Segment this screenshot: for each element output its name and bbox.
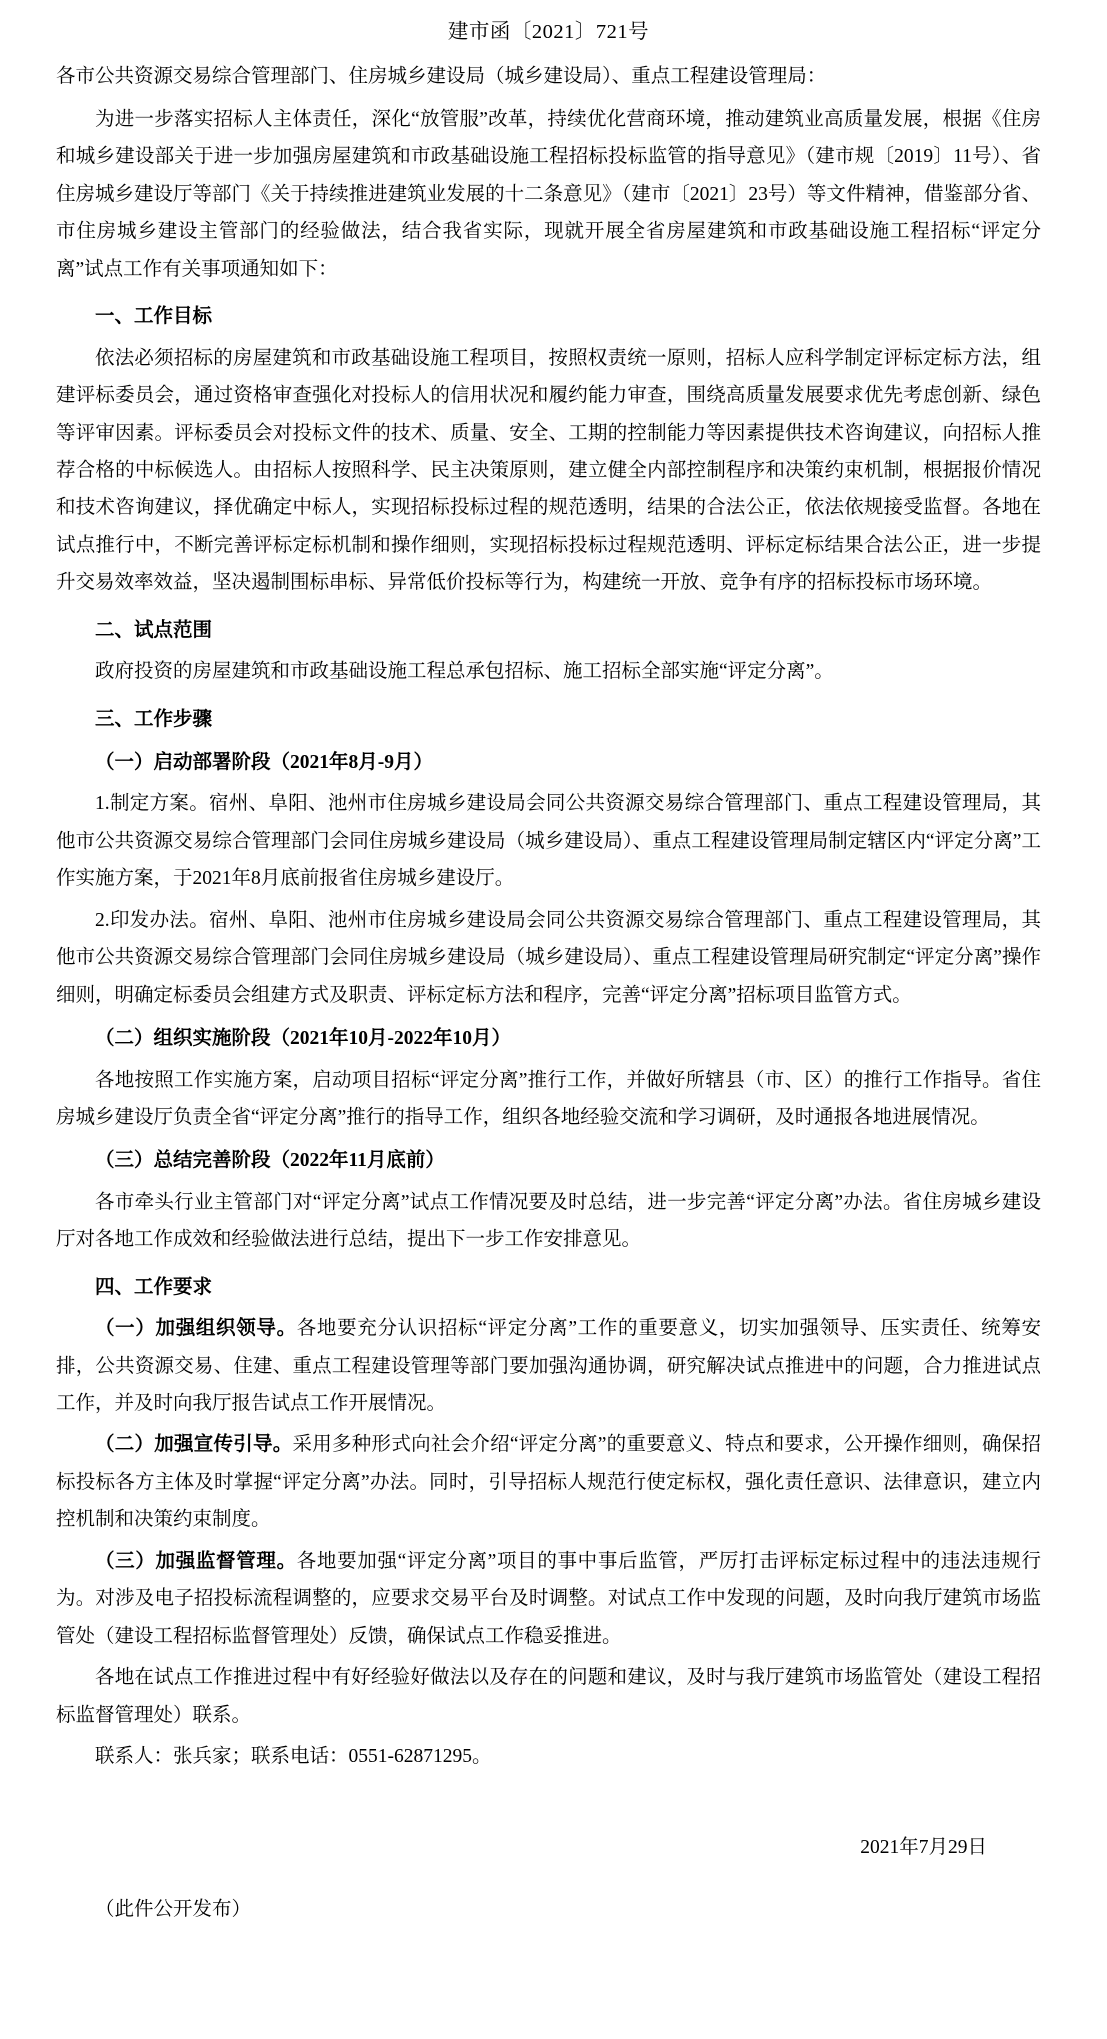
subsection-4-2-text: 采用多种形式向社会介绍“评定分离”的重要意义、特点和要求，公开操作细则，确保招标投标各方主体及时掌握“评定分离”办法。同时，引导招标人规范行使定标权，强化责任意识、法律意识，建立内控机制和决策约束制度。 [56, 1434, 1041, 1531]
subsection-4-2-label: （二）加强宣传引导。 [95, 1434, 293, 1456]
subsection-4-3-label: （三）加强监督管理。 [95, 1550, 297, 1572]
preamble-paragraph: 为进一步落实招标人主体责任，深化“放管服”改革，持续优化营商环境，推动建筑业高质量发展，根据《住房和城乡建设部关于进一步加强房屋建筑和市政基础设施工程招标投标监管的指导意见》（建市规〔2019〕11号）、省住房城乡建设厅等部门《关于持续推进建筑业发展的十二条意见》（建市〔2021〕23号）等文件精神，借鉴部分省、市住房城乡建设主管部门的经验做法，结合我省实际，现就开展全省房屋建筑和市政基础设施工程招标“评定分离”试点工作有关事项通知如下： [56, 109, 1041, 280]
recipient-line: 各市公共资源交易综合管理部门、住房城乡建设局（城乡建设局）、重点工程建设管理局： [56, 66, 827, 87]
section-2-paragraph-1: 政府投资的房屋建筑和市政基础设施工程总承包招标、施工招标全部实施“评定分离”。 [95, 661, 834, 683]
issue-date: 2021年7月29日 [860, 1837, 987, 1859]
subsection-3-2-title: （二）组织实施阶段（2021年10月-2022年10月） [95, 1028, 511, 1050]
subsection-3-2-paragraph-1: 各地按照工作实施方案，启动项目招标“评定分离”推行工作，并做好所辖县（市、区）的推行工作指导。省住房城乡建设厅负责全省“评定分离”推行的指导工作，组织各地经验交流和学习调研，及时通报各地进展情况。 [56, 1069, 1041, 1128]
subsection-3-3-paragraph-1: 各市牵头行业主管部门对“评定分离”试点工作情况要及时总结，进一步完善“评定分离”办法。省住房城乡建设厅对各地工作成效和经验做法进行总结，提出下一步工作安排意见。 [56, 1191, 1041, 1251]
subsection-4-1-label: （一）加强组织领导。 [95, 1318, 297, 1340]
section-heading-2: 二、试点范围 [95, 619, 213, 641]
subsection-3-3-title: （三）总结完善阶段（2022年11月底前） [95, 1150, 445, 1172]
subsection-3-1-paragraph-1: 1.制定方案。宿州、阜阳、池州市住房城乡建设局会同公共资源交易综合管理部门、重点工程建设管理局，其他市公共资源交易综合管理部门会同住房城乡建设局（城乡建设局）、重点工程建设管理局制定辖区内“评定分离”工作实施方案，于2021年8月底前报省住房城乡建设厅。 [56, 793, 1041, 890]
section-4-closing-paragraph: 各地在试点工作推进过程中有好经验好做法以及存在的问题和建议，及时与我厅建筑市场监管处（建设工程招标监督管理处）联系。 [56, 1667, 1041, 1726]
subsection-4-1 [56, 1310, 1041, 1422]
section-1-paragraph-1: 依法必须招标的房屋建筑和市政基础设施工程项目，按照权责统一原则，招标人应科学制定评标定标方法，组建评标委员会，通过资格审查强化对投标人的信用状况和履约能力审查，围绕高质量发展要求优先考虑创新、绿色等评审因素。评标委员会对投标文件的技术、质量、安全、工期的控制能力等因素提供技术咨询建议，向招标人推荐合格的中标候选人。由招标人按照科学、民主决策原则，建立健全内部控制程序和决策约束机制，根据报价情况和技术咨询建议，择优确定中标人，实现招标投标过程的规范透明，结果的合法公正，依法依规接受监督。各地在试点推行中，不断完善评标定标机制和操作细则，实现招标投标过程规范透明、评标定标结果合法公正，进一步提升交易效率效益，坚决遏制围标串标、异常低价投标等行为，构建统一开放、竞争有序的招标投标市场环境。 [56, 347, 1041, 594]
section-heading-4: 四、工作要求 [95, 1276, 213, 1298]
section-heading-1: 一、工作目标 [95, 306, 213, 328]
subsection-4-2 [56, 1426, 1041, 1538]
subsection-3-1-title: （一）启动部署阶段（2021年8月-9月） [95, 752, 433, 774]
subsection-4-3 [56, 1543, 1041, 1655]
subsection-4-1-text: 各地要充分认识招标“评定分离”工作的重要意义，切实加强领导、压实责任、统筹安排，公共资源交易、住建、重点工程建设管理等部门要加强沟通协调，研究解决试点推进中的问题，合力推进试点工作，并及时向我厅报告试点工作开展情况。 [56, 1318, 1041, 1415]
contact-line: 联系人：张兵家；联系电话：0551-62871295。 [95, 1745, 492, 1767]
subsection-4-3-text: 各地要加强“评定分离”项目的事中事后监管，严厉打击评标定标过程中的违法违规行为。对涉及电子招投标流程调整的，应要求交易平台及时调整。对试点工作中发现的问题，及时向我厅建筑市场监管处（建设工程招标监督管理处）反馈，确保试点工作稳妥推进。 [56, 1550, 1041, 1647]
publication-note: （此件公开发布） [95, 1899, 252, 1921]
section-heading-3: 三、工作步骤 [95, 708, 213, 730]
document-number: 建市函〔2021〕721号 [447, 21, 650, 43]
subsection-3-1-paragraph-2: 2.印发办法。宿州、阜阳、池州市住房城乡建设局会同公共资源交易综合管理部门、重点工程建设管理局，其他市公共资源交易综合管理部门会同住房城乡建设局（城乡建设局）、重点工程建设管理局研究制定“评定分离”操作细则，明确定标委员会组建方式及职责、评标定标方法和程序，完善“评定分离”招标项目监管方式。 [56, 909, 1041, 1006]
